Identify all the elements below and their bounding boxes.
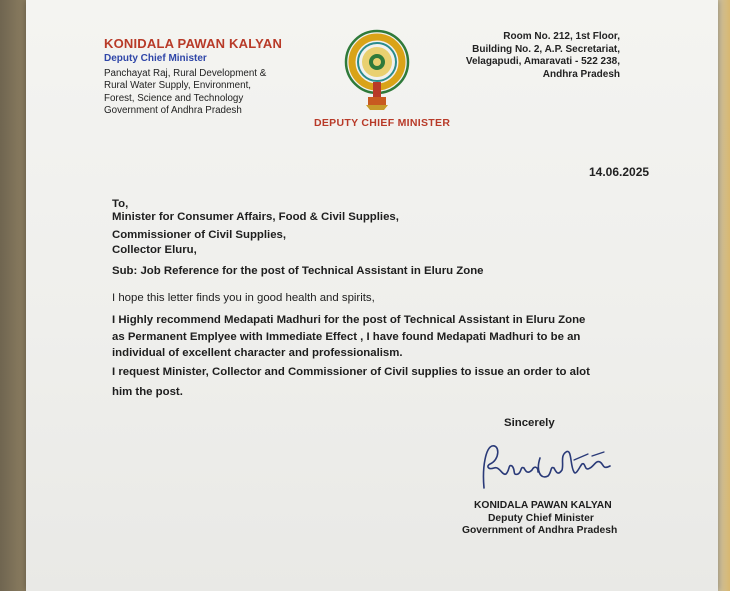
body-paragraph-line: him the post. [112, 386, 183, 398]
body-paragraph-line: as Permanent Emplyee with Immediate Effect , I have found Medapati Madhuri to be an [112, 331, 581, 343]
office-address [466, 31, 620, 81]
letterhead-name: KONIDALA PAWAN KALYAN [104, 36, 283, 51]
letterhead-dept-line: Forest, Science and Technology [104, 92, 244, 104]
body-paragraph-line: I Highly recommend Medapati Madhuri for the post of Technical Assistant in Eluru Zone [112, 314, 586, 326]
address-line: Andhra Pradesh [542, 68, 620, 80]
signatory-government: Government of Andhra Pradesh [462, 525, 618, 536]
greeting-line: I hope this letter finds you in good health and spirits, [112, 292, 375, 304]
andhra-pradesh-emblem-icon [344, 26, 410, 116]
address-line: Room No. 212, 1st Floor, [503, 31, 620, 42]
closing-sincerely: Sincerely [504, 417, 555, 429]
recipient-salutation: To, [112, 198, 129, 210]
letterhead-dept-line: Panchayat Raj, Rural Development & [104, 68, 267, 79]
body-paragraph-line: I request Minister, Collector and Commissioner of Civil supplies to issue an order to alot [112, 366, 590, 378]
recipient-line: Minister for Consumer Affairs, Food & Civil Supplies, [112, 211, 399, 223]
signatory-role: Deputy Chief Minister [488, 513, 594, 524]
recipient-line: Commissioner of Civil Supplies, [112, 229, 287, 241]
body-paragraph-line: individual of excellent character and professionalism. [112, 347, 403, 359]
signatory-name: KONIDALA PAWAN KALYAN [474, 500, 612, 511]
letter-date: 14.06.2025 [589, 165, 650, 179]
letter-page [26, 0, 718, 591]
letterhead-dept-line: Government of Andhra Pradesh [104, 104, 242, 116]
handwritten-signature [478, 436, 618, 498]
letterhead-dept-line: Rural Water Supply, Environment, [104, 80, 252, 92]
subject-line: Sub: Job Reference for the post of Technical Assistant in Eluru Zone [112, 265, 484, 277]
emblem-caption: DEPUTY CHIEF MINISTER [314, 117, 451, 129]
address-line: Building No. 2, A.P. Secretariat, [472, 43, 620, 55]
letterhead-departments [104, 68, 304, 117]
address-line: Velagapudi, Amaravati - 522 238, [465, 56, 620, 67]
recipient-line: Collector Eluru, [112, 244, 197, 256]
letterhead-role: Deputy Chief Minister [104, 53, 207, 64]
